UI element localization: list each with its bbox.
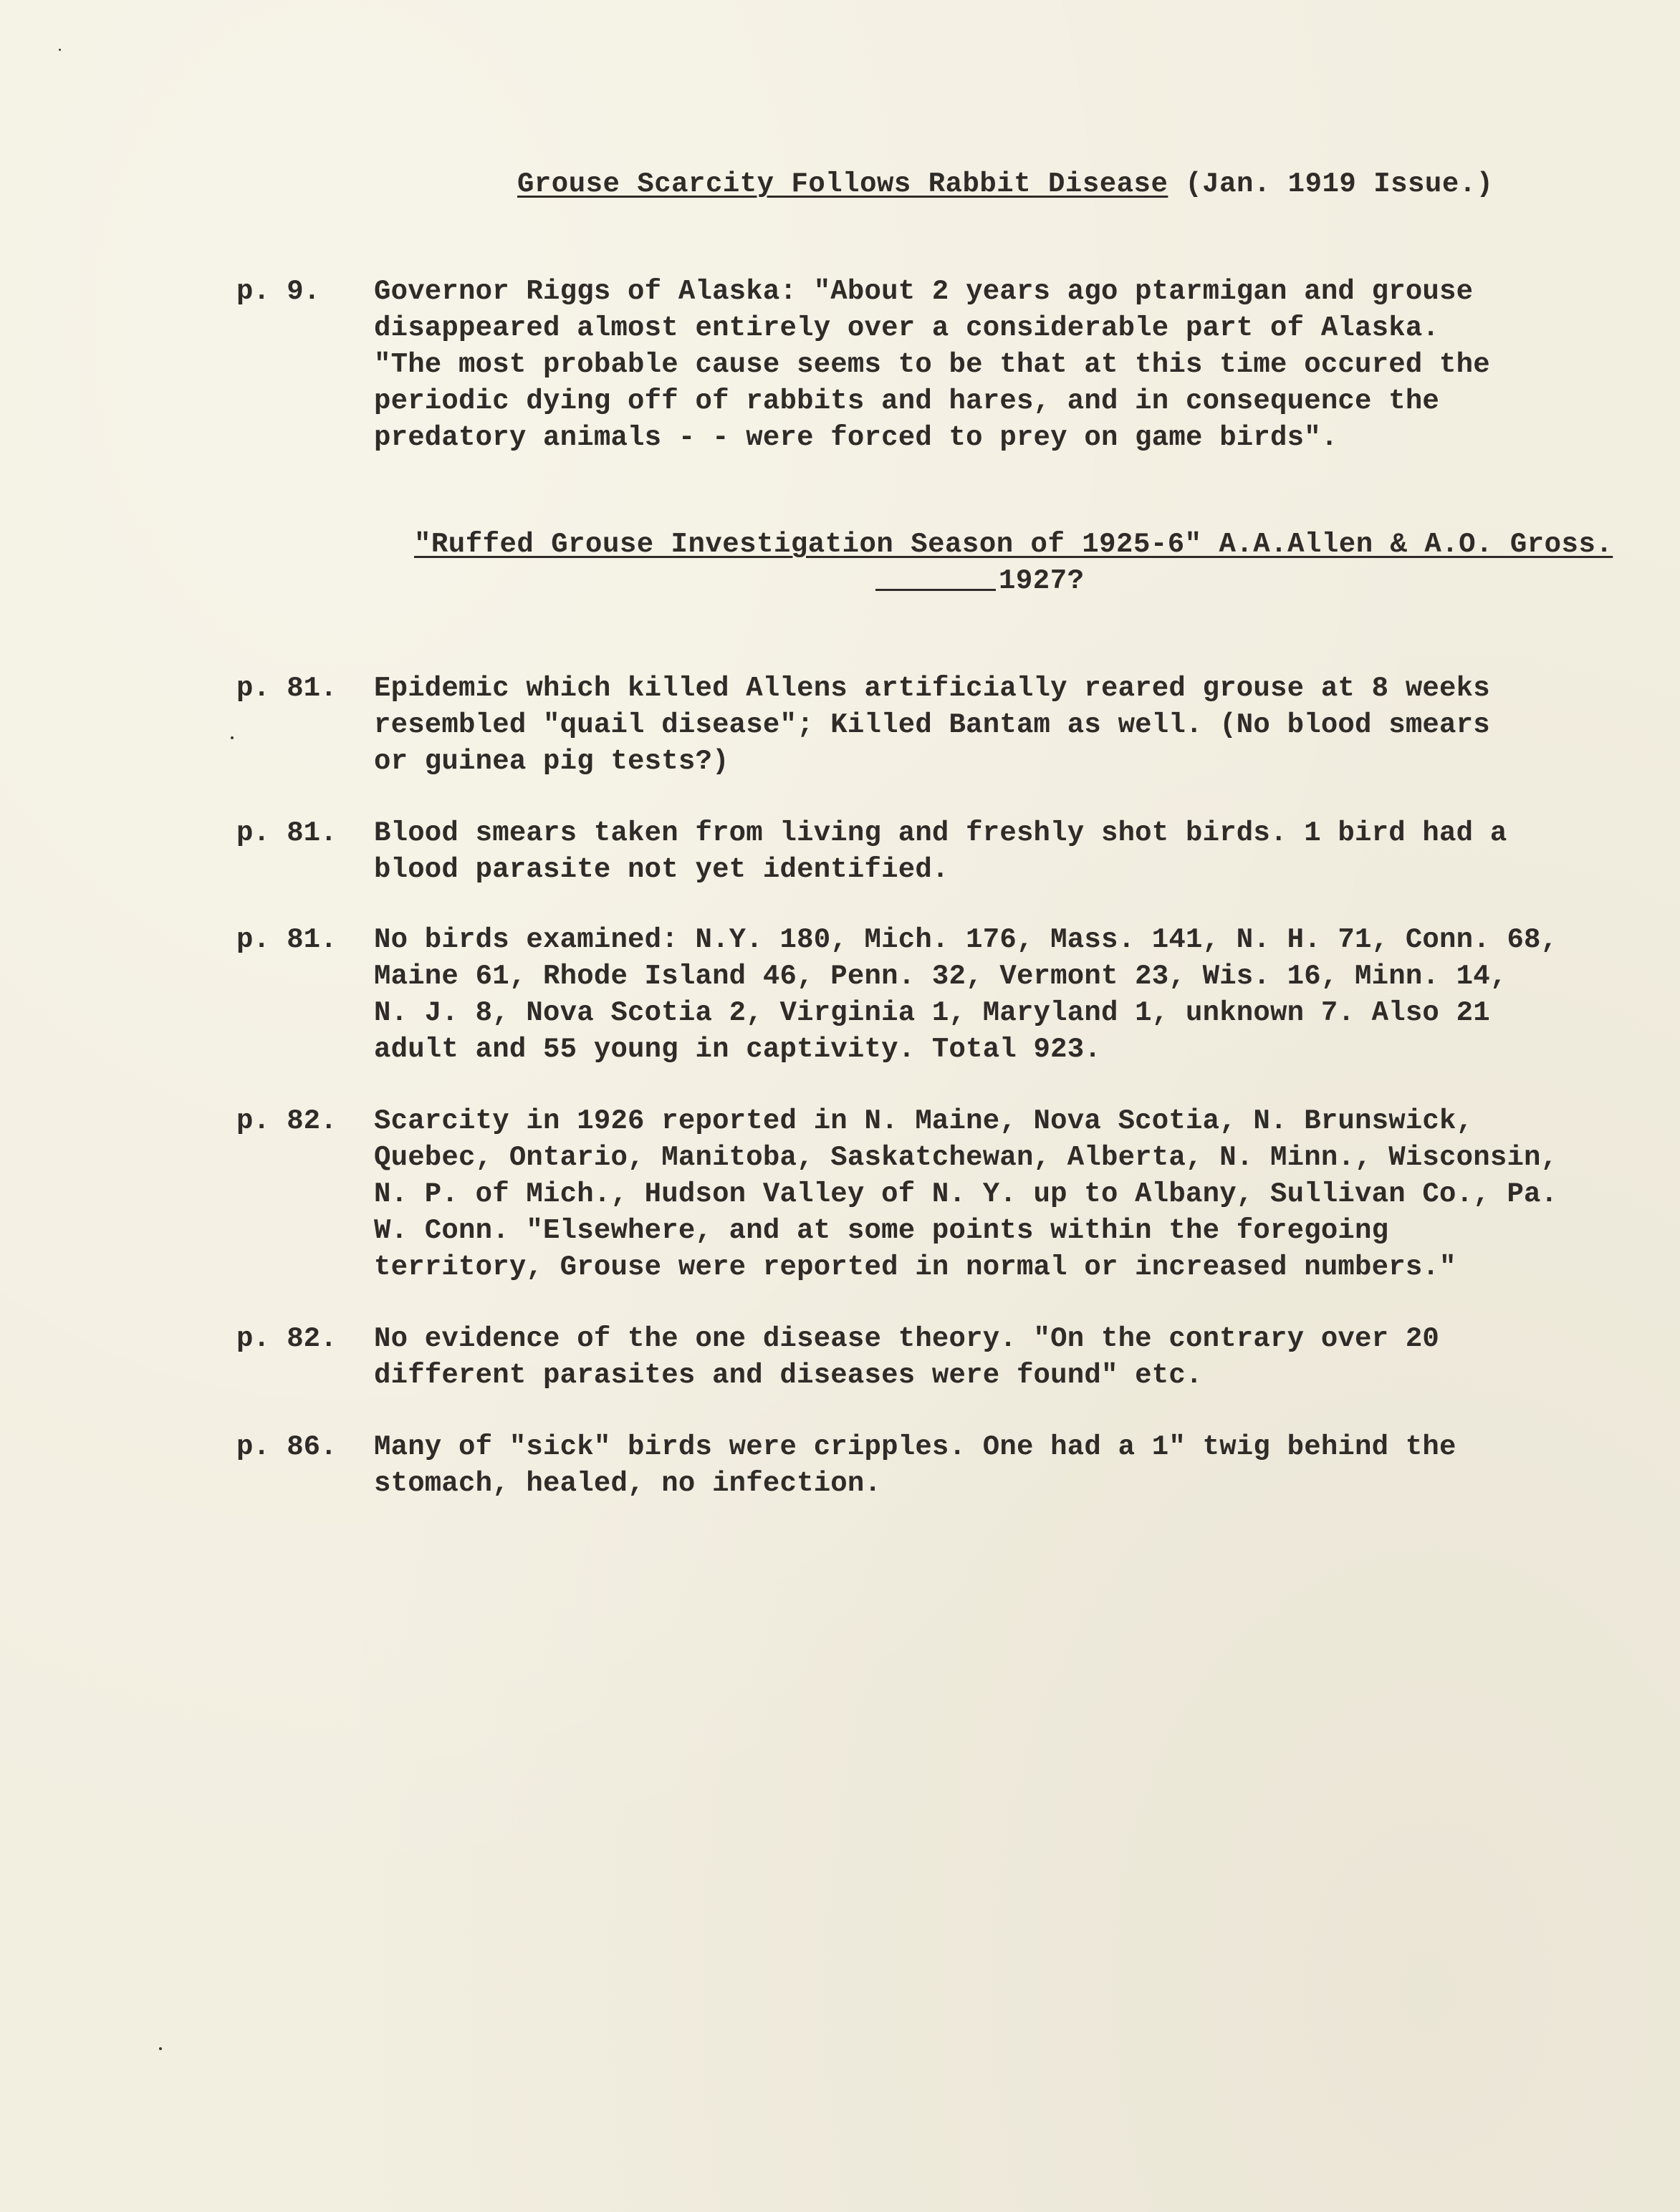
section-title-2-underlined: "Ruffed Grouse Investigation Season of 1925-6" A.A.Allen & A.O. Gross. <box>414 529 1613 560</box>
page-reference: p. 82. <box>236 1323 337 1355</box>
section-title-2-year <box>875 563 1085 599</box>
note-text: Many of "sick" birds were cripples. One had a 1" twig behind the stomach, healed, no infection. <box>374 1431 1456 1499</box>
note-text: Epidemic which killed Allens artificially reared grouse at 8 weeks resembled "quail disease"; Killed Bantam as well. (No blood smears or guinea pig tests?) <box>374 673 1490 777</box>
page-reference: p. 81. <box>236 924 337 956</box>
note-text: Scarcity in 1926 reported in N. Maine, Nova Scotia, N. Brunswick, Quebec, Ontario, Manitoba, Saskatchewan, Alberta, N. Minn., Wisconsin, N. P. of Mich., Hudson Valley of N. Y. up to Albany, Sullivan Co., Pa. W. Conn. "Elsewhere, and at some points within the foregoing territory, Grouse were reported in normal or increased numbers." <box>374 1105 1558 1283</box>
section-title-1-underlined: Grouse Scarcity Follows Rabbit Disease <box>517 168 1168 200</box>
paper-speck <box>59 49 61 51</box>
paper-speck <box>159 2047 162 2050</box>
section-title-2 <box>414 526 1613 562</box>
section-title-1 <box>517 166 1494 202</box>
note-text: No evidence of the one disease theory. "On the contrary over 20 different parasites and diseases were found" etc. <box>374 1323 1440 1391</box>
section-title-2-year-text: 1927? <box>999 565 1085 597</box>
page-reference: p. 9. <box>236 276 321 307</box>
year-rule-line <box>875 589 996 591</box>
note-text: Blood smears taken from living and freshly shot birds. 1 bird had a blood parasite not yet identified. <box>374 817 1507 885</box>
note-text: Governor Riggs of Alaska: "About 2 years ago ptarmigan and grouse disappeared almost entirely over a considerable part of Alaska. "The most probable cause seems to be that at this time occured the periodic dying off of rabbits and hares, and in consequence the predatory animals - - were forced to prey on game birds". <box>374 276 1490 453</box>
section-title-1-issue: (Jan. 1919 Issue.) <box>1168 168 1494 200</box>
page-reference: p. 86. <box>236 1431 337 1463</box>
note-text: No birds examined: N.Y. 180, Mich. 176, Mass. 141, N. H. 71, Conn. 68, Maine 61, Rhode Island 46, Penn. 32, Vermont 23, Wis. 16, Minn. 14, N. J. 8, Nova Scotia 2, Virginia 1, Maryland 1, unknown 7. Also 21 adult and 55 young in captivity. Total 923. <box>374 924 1558 1065</box>
page-reference: p. 81. <box>236 673 337 704</box>
page-reference: p. 81. <box>236 817 337 849</box>
paper-speck <box>231 736 234 739</box>
page-reference: p. 82. <box>236 1105 337 1137</box>
